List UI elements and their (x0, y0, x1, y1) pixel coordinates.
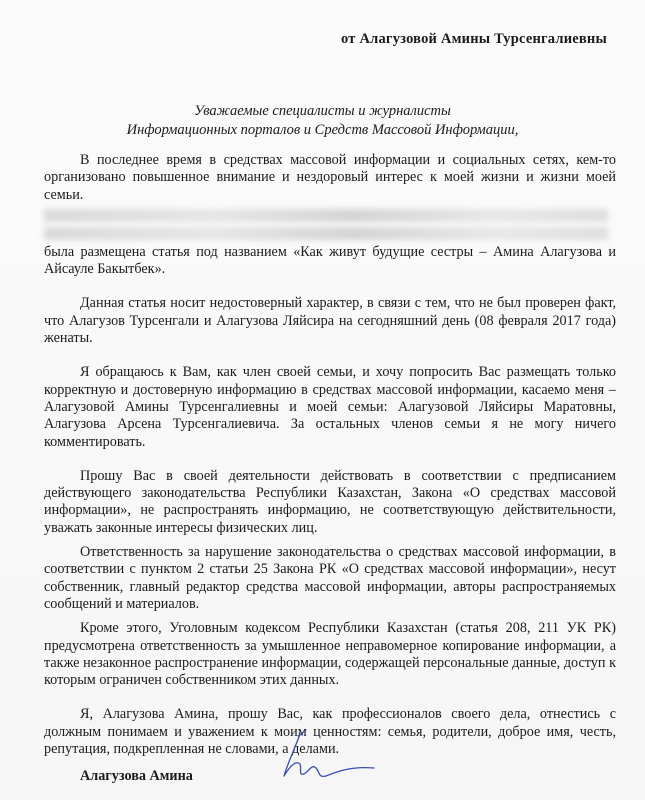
addressee-line-1: Уважаемые специалисты и журналисты (194, 103, 451, 119)
letter-body (44, 152, 616, 758)
paragraph-2: была размещена статья под названием «Как живут будущие сестры – Амина Алагузова и Айсауле Бакытбек». (44, 243, 616, 278)
paragraph-1: В последнее время в средствах массовой информации и социальных сетях, кем-то организовано повышенное внимание и нездоровый интерес к моей жизни и жизни моей семьи. (44, 152, 616, 203)
redacted-line-2 (44, 227, 608, 240)
paragraph-6: Ответственность за нарушение законодательства о средствах массовой информации, в соответствии с пунктом 2 статьи 25 Закона РК «О средствах массовой информации», несут собственник, главный редактор средства массовой информации, авторы распространяемых сообщений и материалов. (44, 544, 616, 612)
handwritten-signature (270, 726, 390, 786)
addressee-line-2: Информационных порталов и Средств Массовой Информации, (126, 122, 519, 138)
sender-line: от Алагузовой Амины Турсенгалиевны (341, 31, 607, 47)
paragraph-7: Кроме этого, Уголовным кодексом Республики Казахстан (статья 208, 211 УК РК) предусмотрена ответственность за умышленное неправомерное копирование информации, а также незаконное распространение информации, содержащей персональные данные, доступ к которым ограничен собственником этих данных. (44, 620, 616, 689)
paragraph-4: Я обращаюсь к Вам, как член своей семьи, и хочу попросить Вас размещать только корректную и достоверную информацию в средствах массовой информации, касаемо меня – Алагузовой Амины Турсенгалиевны и моей семьи: Алагузовой Ляйсиры Маратовны, Алагузова Арсена Турсенгалиевича. За остальных членов семьи я не могу ничего комментировать. (44, 364, 616, 450)
paragraph-8: Я, Алагузова Амина, прошу Вас, как профессионалов своего дела, отнестись с должным понимаем и уважением к моим ценностям: семья, родители, доброе имя, честь, репутация, подкрепленная не словами, а делами. (44, 706, 616, 758)
signatory-name: Алагузова Амина (80, 768, 193, 784)
paragraph-3: Данная статья носит недостоверный характер, в связи с тем, что не был проверен факт, что Алагузов Турсенгали и Алагузова Ляйсира на сегодняшний день (08 февраля 2017 года) женаты. (44, 295, 616, 347)
redacted-text-area (44, 206, 616, 244)
addressee-block (0, 102, 645, 140)
redacted-line-1 (44, 209, 608, 222)
paragraph-5: Прошу Вас в своей деятельности действовать в соответствии с предписанием действующего законодательства Республики Казахстан, Закона «О средствах массовой информации», не распространять информацию, не соответствующую действительности, уважать законные интересы физических лиц. (44, 467, 616, 536)
